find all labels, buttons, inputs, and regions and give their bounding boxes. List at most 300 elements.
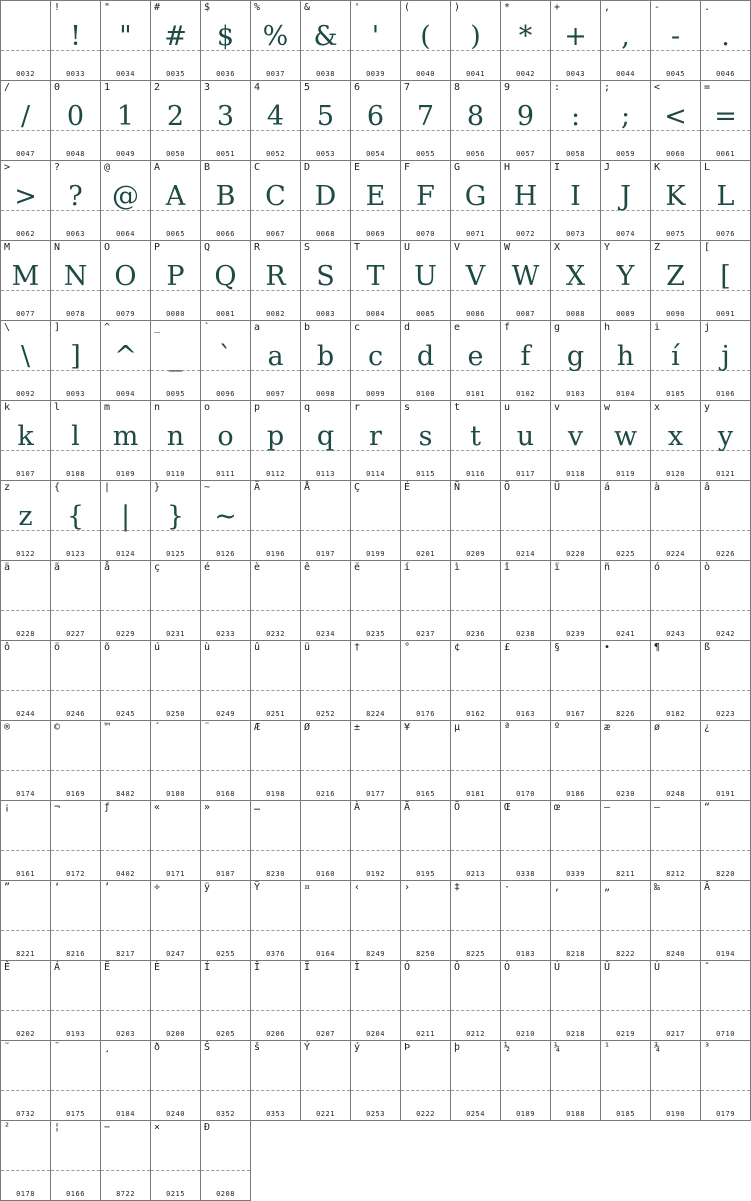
- glyph-cell-code: 0114: [366, 470, 385, 478]
- glyph-cell-code: 0245: [116, 710, 135, 718]
- glyph-cell-label: …: [254, 802, 261, 813]
- glyph-sample: %: [262, 21, 289, 52]
- glyph-cell-code: 0192: [366, 870, 385, 878]
- glyph-cell-code: 0233: [216, 630, 235, 638]
- glyph-cell-code: 0244: [16, 710, 35, 718]
- glyph-cell-label: á: [604, 482, 611, 493]
- glyph-cell-label: f: [504, 322, 511, 333]
- glyph-cell-label: V: [454, 242, 461, 253]
- glyph-cell-code: 0046: [716, 70, 735, 78]
- baseline-guide: [51, 930, 100, 931]
- glyph-cell-label: Ï: [304, 962, 311, 973]
- glyph-cell-code: 0109: [116, 470, 135, 478]
- baseline-guide: [501, 1090, 550, 1091]
- glyph-sample: f: [520, 341, 531, 372]
- baseline-guide: [351, 690, 400, 691]
- glyph-sample: v: [567, 421, 584, 452]
- glyph-cell-label: &: [304, 2, 311, 13]
- glyph-sample: 5: [316, 101, 335, 132]
- glyph-cell-code: 0112: [266, 470, 285, 478]
- glyph-sample: Q: [214, 261, 237, 292]
- baseline-guide: [551, 850, 600, 851]
- glyph-cell: [50, 800, 101, 881]
- glyph-sample: z: [18, 501, 33, 532]
- glyph-cell: [700, 480, 751, 561]
- glyph-cell-code: 0352: [216, 1110, 235, 1118]
- glyph-cell-code: 0197: [316, 550, 335, 558]
- glyph-cell-label: ?: [54, 162, 61, 173]
- glyph-cell-label: è: [254, 562, 261, 573]
- glyph-cell-code: 0160: [316, 870, 335, 878]
- glyph-cell: [650, 160, 701, 241]
- glyph-cell: [200, 240, 251, 321]
- baseline-guide: [201, 690, 250, 691]
- glyph-cell-label: Å: [304, 482, 311, 493]
- glyph-cell-code: 8224: [366, 710, 385, 718]
- baseline-guide: [351, 1010, 400, 1011]
- glyph-cell: [250, 320, 301, 401]
- glyph-sample: A: [165, 181, 186, 212]
- glyph-cell-label: (: [404, 2, 411, 13]
- baseline-guide: [651, 850, 700, 851]
- glyph-cell: [300, 400, 351, 481]
- glyph-sample: G: [464, 181, 487, 212]
- glyph-cell-code: 0203: [116, 1030, 135, 1038]
- glyph-cell: [300, 1040, 351, 1121]
- baseline-guide: [301, 850, 350, 851]
- glyph-cell: [500, 640, 551, 721]
- baseline-guide: [201, 850, 250, 851]
- glyph-cell-label: b: [304, 322, 311, 333]
- baseline-guide: [651, 690, 700, 691]
- glyph-cell-code: 0034: [116, 70, 135, 78]
- glyph-cell-label: ‘: [54, 882, 61, 893]
- glyph-cell: [350, 0, 401, 81]
- glyph-cell-label: ê: [304, 562, 311, 573]
- glyph-cell-label: È: [154, 962, 161, 973]
- glyph-cell-code: 0094: [116, 390, 135, 398]
- baseline-guide: [251, 690, 300, 691]
- glyph-cell: [250, 160, 301, 241]
- glyph-cell-code: 0190: [666, 1110, 685, 1118]
- baseline-guide: [451, 690, 500, 691]
- glyph-cell-label: <: [654, 82, 661, 93]
- glyph-cell-label: Ü: [554, 482, 561, 493]
- glyph-cell: [250, 960, 301, 1041]
- glyph-cell: [450, 80, 501, 161]
- glyph-cell: [200, 720, 251, 801]
- glyph-cell-label: y: [704, 402, 711, 413]
- baseline-guide: [51, 1090, 100, 1091]
- glyph-cell: [0, 560, 51, 641]
- baseline-guide: [301, 930, 350, 931]
- glyph-cell: [100, 560, 151, 641]
- baseline-guide: [301, 1090, 350, 1091]
- glyph-cell: [450, 960, 501, 1041]
- glyph-cell-label: Đ: [204, 1122, 211, 1133]
- baseline-guide: [451, 930, 500, 931]
- glyph-cell-code: 0212: [466, 1030, 485, 1038]
- baseline-guide: [401, 850, 450, 851]
- glyph-sample: +: [564, 21, 587, 52]
- baseline-guide: [401, 610, 450, 611]
- glyph-cell-code: 0096: [216, 390, 235, 398]
- glyph-cell-label: J: [604, 162, 611, 173]
- glyph-cell-code: 0249: [216, 710, 235, 718]
- baseline-guide: [1, 850, 50, 851]
- glyph-cell: [550, 880, 601, 961]
- glyph-cell-code: 0115: [416, 470, 435, 478]
- glyph-cell-code: 0035: [166, 70, 185, 78]
- baseline-guide: [201, 610, 250, 611]
- baseline-guide: [601, 1010, 650, 1011]
- glyph-cell-code: 0037: [266, 70, 285, 78]
- glyph-cell: [200, 560, 251, 641]
- glyph-cell-label: 2: [154, 82, 161, 93]
- glyph-cell-label: u: [504, 402, 511, 413]
- glyph-cell-code: 0174: [16, 790, 35, 798]
- glyph-cell-code: 0087: [516, 310, 535, 318]
- glyph-sample: T: [366, 261, 385, 292]
- glyph-cell-code: 0117: [516, 470, 535, 478]
- glyph-cell-code: 0198: [266, 790, 285, 798]
- glyph-cell: [200, 320, 251, 401]
- glyph-cell: [0, 640, 51, 721]
- glyph-cell-code: 0163: [516, 710, 535, 718]
- glyph-cell-code: 8250: [416, 950, 435, 958]
- glyph-cell-label: ö: [54, 642, 61, 653]
- glyph-sample: 0: [66, 101, 85, 132]
- glyph-cell: [550, 320, 601, 401]
- baseline-guide: [701, 610, 750, 611]
- glyph-cell-label: –: [604, 802, 611, 813]
- glyph-cell-code: 0182: [666, 710, 685, 718]
- glyph-cell-code: 0223: [716, 710, 735, 718]
- glyph-cell: [450, 0, 501, 81]
- baseline-guide: [151, 1010, 200, 1011]
- glyph-cell-label: Ç: [354, 482, 361, 493]
- glyph-cell-code: 0235: [366, 630, 385, 638]
- glyph-cell-label: Ú: [554, 962, 561, 973]
- glyph-cell-code: 0252: [316, 710, 335, 718]
- glyph-cell: [100, 640, 151, 721]
- glyph-cell-code: 0238: [516, 630, 535, 638]
- baseline-guide: [201, 770, 250, 771]
- glyph-cell: [0, 880, 51, 961]
- glyph-cell-label: ×: [154, 1122, 161, 1133]
- baseline-guide: [201, 1170, 250, 1171]
- glyph-cell: [450, 640, 501, 721]
- baseline-guide: [1, 50, 50, 51]
- glyph-cell: [700, 960, 751, 1041]
- glyph-cell-label: ñ: [604, 562, 611, 573]
- glyph-cell: [0, 1040, 51, 1121]
- baseline-guide: [501, 1010, 550, 1011]
- baseline-guide: [51, 690, 100, 691]
- glyph-cell: [350, 320, 401, 401]
- baseline-guide: [301, 690, 350, 691]
- baseline-guide: [251, 530, 300, 531]
- glyph-sample: r: [369, 421, 382, 452]
- glyph-cell-code: 0402: [116, 870, 135, 878]
- glyph-cell-label: F: [404, 162, 411, 173]
- glyph-cell-code: 0178: [16, 1190, 35, 1198]
- glyph-cell-code: 8216: [66, 950, 85, 958]
- glyph-cell-label: ¹: [604, 1042, 611, 1053]
- glyph-sample: #: [164, 21, 187, 52]
- glyph-cell-code: 0241: [616, 630, 635, 638]
- glyph-cell-label: =: [704, 82, 711, 93]
- glyph-cell-label: œ: [554, 802, 561, 813]
- baseline-guide: [501, 530, 550, 531]
- baseline-guide: [501, 690, 550, 691]
- glyph-cell: [700, 80, 751, 161]
- glyph-cell-label: Ø: [304, 722, 311, 733]
- baseline-guide: [401, 1090, 450, 1091]
- glyph-cell-label: û: [254, 642, 261, 653]
- glyph-cell: [600, 560, 651, 641]
- glyph-cell-label: *: [504, 2, 511, 13]
- baseline-guide: [351, 1090, 400, 1091]
- glyph-sample: !: [70, 21, 81, 52]
- glyph-cell: [500, 880, 551, 961]
- glyph-cell-code: 8240: [666, 950, 685, 958]
- glyph-cell: [600, 480, 651, 561]
- glyph-cell-label: Ô: [454, 962, 461, 973]
- glyph-cell-label: R: [254, 242, 261, 253]
- glyph-cell-label: Æ: [254, 722, 261, 733]
- glyph-cell-code: 0166: [66, 1190, 85, 1198]
- glyph-cell-code: 0209: [466, 550, 485, 558]
- glyph-cell-code: 0187: [216, 870, 235, 878]
- glyph-cell-label: à: [654, 482, 661, 493]
- glyph-cell-label: ¸: [104, 1042, 111, 1053]
- glyph-cell-label: ù: [204, 642, 211, 653]
- glyph-cell: [300, 80, 351, 161]
- glyph-cell: [250, 800, 301, 881]
- glyph-cell-label: ™: [104, 722, 111, 733]
- glyph-cell: [600, 1040, 651, 1121]
- baseline-guide: [701, 690, 750, 691]
- glyph-cell-code: 0100: [416, 390, 435, 398]
- glyph-cell-label: ): [454, 2, 461, 13]
- glyph-cell-label: “: [704, 802, 711, 813]
- glyph-cell-label: Š: [204, 1042, 211, 1053]
- glyph-cell: [600, 0, 651, 81]
- glyph-cell: [600, 80, 651, 161]
- baseline-guide: [451, 770, 500, 771]
- baseline-guide: [351, 610, 400, 611]
- baseline-guide: [501, 930, 550, 931]
- glyph-cell-code: 0123: [66, 550, 85, 558]
- glyph-cell-label: Ì: [354, 962, 361, 973]
- glyph-cell: [550, 240, 601, 321]
- glyph-cell-code: 0098: [316, 390, 335, 398]
- glyph-cell-code: 0161: [16, 870, 35, 878]
- glyph-cell-label: Í: [204, 962, 211, 973]
- glyph-cell-label: ó: [654, 562, 661, 573]
- glyph-cell-label: g: [554, 322, 561, 333]
- glyph-sample: h: [616, 341, 635, 372]
- glyph-cell-code: 0106: [716, 390, 735, 398]
- glyph-cell-code: 0202: [16, 1030, 35, 1038]
- glyph-cell: [250, 240, 301, 321]
- glyph-sample: Z: [666, 261, 685, 292]
- glyph-sample: x: [667, 421, 684, 452]
- glyph-cell-code: 0226: [716, 550, 735, 558]
- glyph-sample: 4: [266, 101, 285, 132]
- glyph-sample: ]: [70, 341, 81, 372]
- glyph-sample: a: [267, 341, 284, 372]
- glyph-cell: [100, 240, 151, 321]
- glyph-cell: [500, 800, 551, 881]
- glyph-cell-label: ‹: [354, 882, 361, 893]
- glyph-cell-code: 0055: [416, 150, 435, 158]
- baseline-guide: [701, 930, 750, 931]
- glyph-cell-code: 0080: [166, 310, 185, 318]
- glyph-cell: [650, 640, 701, 721]
- baseline-guide: [651, 530, 700, 531]
- glyph-cell: [0, 0, 51, 81]
- glyph-cell-label: {: [54, 482, 61, 493]
- glyph-cell: [150, 80, 201, 161]
- glyph-cell-label: —: [654, 802, 661, 813]
- glyph-cell-code: 0124: [116, 550, 135, 558]
- glyph-cell: [300, 720, 351, 801]
- baseline-guide: [151, 930, 200, 931]
- glyph-cell: [50, 960, 101, 1041]
- glyph-cell: [200, 400, 251, 481]
- baseline-guide: [551, 1010, 600, 1011]
- glyph-cell-code: 0239: [566, 630, 585, 638]
- glyph-cell-code: 0073: [566, 230, 585, 238]
- glyph-cell-code: 0218: [566, 1030, 585, 1038]
- glyph-cell: [250, 560, 301, 641]
- glyph-cell-label: k: [4, 402, 11, 413]
- glyph-cell: [400, 960, 451, 1041]
- glyph-cell-code: 0237: [416, 630, 435, 638]
- glyph-sample: ^: [114, 341, 137, 372]
- glyph-cell: [250, 640, 301, 721]
- glyph-sample: O: [114, 261, 137, 292]
- glyph-cell-label: ": [104, 2, 111, 13]
- glyph-cell: [650, 960, 701, 1041]
- baseline-guide: [401, 770, 450, 771]
- baseline-guide: [251, 1010, 300, 1011]
- glyph-cell-code: 0227: [66, 630, 85, 638]
- glyph-cell: [550, 0, 601, 81]
- glyph-cell-label: @: [104, 162, 111, 173]
- glyph-cell-code: 0201: [416, 550, 435, 558]
- baseline-guide: [401, 1010, 450, 1011]
- glyph-cell-code: 0183: [516, 950, 535, 958]
- glyph-cell-code: 0177: [366, 790, 385, 798]
- glyph-cell-label: ç: [154, 562, 161, 573]
- baseline-guide: [101, 1170, 150, 1171]
- glyph-cell-label: ‡: [454, 882, 461, 893]
- glyph-cell-code: 0196: [266, 550, 285, 558]
- glyph-cell-label: £: [504, 642, 511, 653]
- baseline-guide: [701, 850, 750, 851]
- glyph-cell: [500, 960, 551, 1041]
- glyph-sample: M: [11, 261, 40, 292]
- glyph-cell-label: i: [654, 322, 661, 333]
- glyph-cell-code: 0184: [116, 1110, 135, 1118]
- glyph-cell-code: 0211: [416, 1030, 435, 1038]
- glyph-cell: [400, 1040, 451, 1121]
- glyph-cell: [550, 400, 601, 481]
- glyph-cell: [200, 80, 251, 161]
- glyph-cell: [400, 880, 451, 961]
- glyph-cell: [300, 960, 351, 1041]
- glyph-cell: [100, 400, 151, 481]
- glyph-sample: @: [112, 181, 139, 212]
- glyph-sample: =: [714, 101, 737, 132]
- glyph-sample: p: [266, 421, 285, 452]
- glyph-cell-label: 6: [354, 82, 361, 93]
- glyph-cell-label: 4: [254, 82, 261, 93]
- glyph-cell-code: 0240: [166, 1110, 185, 1118]
- baseline-guide: [251, 930, 300, 931]
- glyph-cell: [650, 320, 701, 401]
- glyph-cell: [300, 240, 351, 321]
- glyph-cell: [150, 560, 201, 641]
- glyph-cell: [100, 1120, 151, 1201]
- baseline-guide: [601, 1090, 650, 1091]
- glyph-cell-code: 0205: [216, 1030, 235, 1038]
- glyph-sample: L: [716, 181, 735, 212]
- glyph-cell: [650, 800, 701, 881]
- baseline-guide: [701, 1090, 750, 1091]
- glyph-cell: [300, 0, 351, 81]
- glyph-cell-label: E: [354, 162, 361, 173]
- glyph-cell-label: ·: [504, 882, 511, 893]
- glyph-cell-label: ¶: [654, 642, 661, 653]
- glyph-cell: [250, 400, 301, 481]
- glyph-sample: k: [17, 421, 34, 452]
- glyph-cell: [600, 240, 651, 321]
- baseline-guide: [251, 610, 300, 611]
- glyph-cell-code: 0188: [566, 1110, 585, 1118]
- glyph-cell-label: S: [304, 242, 311, 253]
- glyph-cell: [0, 400, 51, 481]
- glyph-cell-code: 0168: [216, 790, 235, 798]
- glyph-cell: [600, 800, 651, 881]
- glyph-cell-label: «: [154, 802, 161, 813]
- glyph-cell-code: 0219: [616, 1030, 635, 1038]
- glyph-cell-label: Ë: [104, 962, 111, 973]
- glyph-cell-label: â: [704, 482, 711, 493]
- glyph-cell-code: 0220: [566, 550, 585, 558]
- glyph-cell-code: 0038: [316, 70, 335, 78]
- glyph-cell-label: Ò: [504, 962, 511, 973]
- glyph-cell: [700, 800, 751, 881]
- glyph-cell-label: ý: [354, 1042, 361, 1053]
- glyph-cell-label: o: [204, 402, 211, 413]
- baseline-guide: [51, 850, 100, 851]
- glyph-cell: [300, 640, 351, 721]
- baseline-guide: [151, 850, 200, 851]
- glyph-cell: [0, 320, 51, 401]
- glyph-sample: ": [119, 21, 132, 52]
- glyph-cell-code: 0110: [166, 470, 185, 478]
- baseline-guide: [651, 1010, 700, 1011]
- glyph-cell-label: ƒ: [104, 802, 111, 813]
- glyph-cell: [700, 160, 751, 241]
- glyph-cell: [650, 720, 701, 801]
- glyph-cell-label: -: [654, 2, 661, 13]
- glyph-cell: [200, 0, 251, 81]
